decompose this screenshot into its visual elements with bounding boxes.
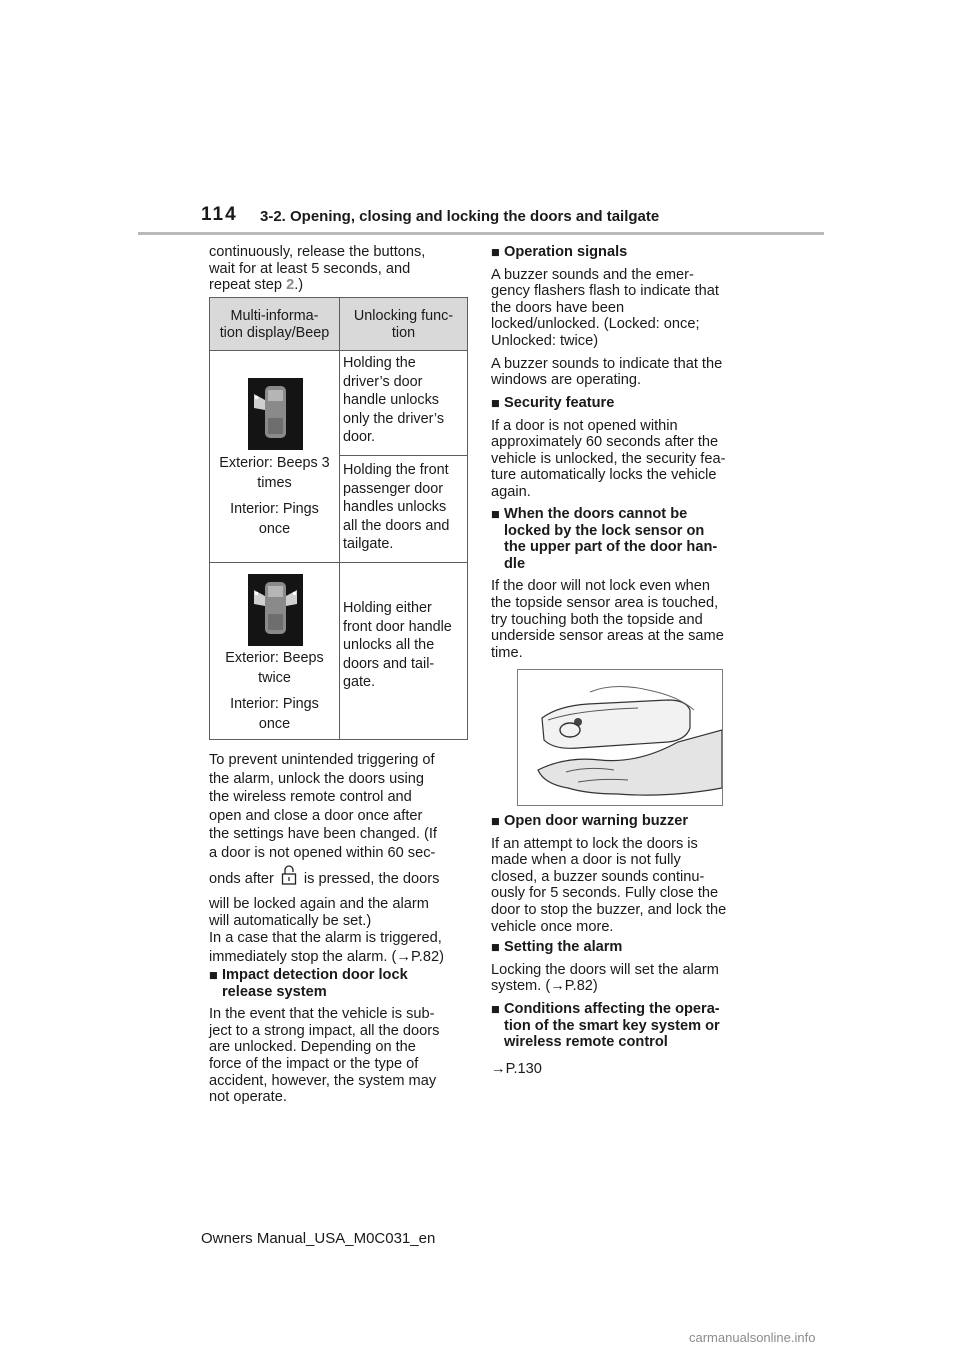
step-reference[interactable]: 2	[286, 277, 295, 294]
vehicle-doors-icon	[248, 378, 303, 450]
setting-alarm-heading	[491, 939, 753, 956]
conditions-heading	[491, 1001, 753, 1051]
function-text: front door handle	[343, 618, 452, 635]
exterior-beep-text: Exterior: Beeps	[225, 650, 324, 666]
function-text: unlocks all the	[343, 637, 435, 653]
page-number: 114	[201, 204, 238, 225]
body-line: approximately 60 seconds after the	[491, 434, 719, 451]
function-text: Holding the front	[343, 462, 449, 478]
body-line: not operate.	[209, 1089, 287, 1106]
table-row-divider	[340, 455, 467, 456]
door-handle-sensor-figure	[517, 669, 723, 806]
body-line: vehicle once more.	[491, 918, 614, 935]
header-text: tion	[391, 325, 416, 341]
function-text: only the driver’s	[343, 410, 445, 427]
function-text: handle unlocks	[343, 392, 440, 408]
table-header-unlocking-function	[340, 308, 467, 342]
page-reference-link[interactable]: P.82)	[410, 949, 444, 966]
row2-function-either	[343, 599, 467, 692]
operation-signals-section	[491, 244, 753, 389]
body-line: door to stop the buzzer, and lock the	[491, 901, 727, 918]
heading-text: tion of the smart key system or	[504, 1017, 720, 1034]
body-line: If the door will not lock even when	[491, 578, 711, 595]
body-line: gency flashers flash to indicate that	[491, 283, 719, 300]
heading-text: Security feature	[504, 395, 615, 411]
watermark: carmanualsonline.info	[689, 1330, 816, 1345]
body-text: immediately stop the alarm. (	[209, 949, 397, 966]
body-line: are unlocked. Depending on the	[209, 1039, 416, 1056]
impact-body	[209, 1006, 471, 1106]
heading-text: Impact detection door lock	[222, 967, 408, 983]
header-text: Multi-informa-	[230, 308, 319, 324]
cannot-lock-heading	[491, 506, 753, 572]
cannot-lock-section	[491, 506, 753, 661]
body-line	[209, 946, 471, 968]
vehicle-doors-icon	[248, 574, 303, 646]
square-bullet-icon: ■	[491, 396, 500, 412]
body-line: windows are operating.	[491, 372, 642, 389]
body-line: closed, a buzzer sounds continu-	[491, 868, 705, 885]
body-text: is pressed, the doors	[303, 870, 440, 887]
page-reference-link[interactable]: P.82)	[564, 978, 598, 995]
body-line: If a door is not opened within	[491, 417, 678, 434]
arrow-right-icon: →	[491, 1060, 506, 1077]
body-line: A buzzer sounds and the emer-	[491, 266, 694, 283]
body-line: vehicle is unlocked, the security fea-	[491, 450, 726, 467]
table-row-divider	[210, 562, 467, 563]
row1-function-driver	[343, 354, 467, 447]
interior-ping-text: Interior: Pings	[230, 501, 319, 517]
body-line: the settings have been changed. (If	[209, 826, 437, 843]
body-line: To prevent unintended triggering of	[209, 752, 435, 768]
exterior-beep-text: twice	[258, 670, 291, 686]
function-text: door.	[343, 429, 376, 445]
body-line: made when a door is not fully	[491, 852, 681, 869]
square-bullet-icon: ■	[491, 940, 500, 956]
body-line: the topside sensor area is touched,	[491, 594, 719, 611]
body-line: the wireless remote control and	[209, 789, 412, 806]
unlocking-function-table	[209, 297, 468, 740]
body-line: time.	[491, 644, 523, 661]
table-header-display-beep	[210, 308, 339, 342]
square-bullet-icon: ■	[491, 245, 500, 261]
intro-paragraph	[209, 244, 471, 294]
body-line: locked/unlocked. (Locked: once;	[491, 316, 700, 333]
body-line: Unlocked: twice)	[491, 332, 599, 349]
footer-manual-id: Owners Manual_USA_M0C031_en	[201, 1230, 436, 1247]
lock-icon	[274, 865, 304, 893]
page-reference-link[interactable]: P.130	[505, 1060, 542, 1077]
section-title: 3-2. Opening, closing and locking the doors and tailgate	[260, 208, 660, 225]
body-line	[491, 1061, 753, 1078]
body-line: ously for 5 seconds. Fully close the	[491, 885, 719, 902]
intro-line: continuously, release the buttons,	[209, 244, 426, 260]
impact-heading	[209, 967, 471, 1000]
square-bullet-icon: ■	[491, 1002, 500, 1018]
body-line: ject to a strong impact, all the doors	[209, 1022, 440, 1039]
body-line: Locking the doors will set the alarm	[491, 961, 719, 978]
body-line: the doors have been	[491, 299, 625, 316]
body-line: In a case that the alarm is triggered,	[209, 929, 442, 946]
body-line	[209, 865, 471, 893]
row1-function-passenger	[343, 461, 467, 554]
square-bullet-icon: ■	[491, 814, 500, 830]
setting-alarm-section	[491, 939, 753, 995]
function-text: handles unlocks	[343, 499, 447, 515]
prevent-alarm-paragraph	[209, 751, 471, 968]
interior-ping-text: once	[258, 521, 291, 537]
body-line	[491, 978, 753, 995]
body-line: a door is not opened within 60 sec-	[209, 844, 436, 861]
body-line: accident, however, the system may	[209, 1072, 437, 1089]
arrow-right-icon: →	[396, 949, 411, 966]
body-line: A buzzer sounds to indicate that the	[491, 355, 723, 372]
intro-text: .)	[294, 277, 304, 294]
interior-ping-text: Interior: Pings	[230, 696, 319, 712]
security-feature-section	[491, 395, 753, 501]
body-text: system. (	[491, 978, 551, 995]
row1-beep-description	[210, 453, 339, 539]
function-text: Holding the	[343, 355, 416, 371]
heading-text: the upper part of the door han-	[504, 539, 718, 556]
heading-text: Conditions affecting the opera-	[504, 1001, 720, 1017]
body-line: again.	[491, 483, 531, 500]
body-line: will automatically be set.)	[209, 913, 372, 930]
intro-line: wait for at least 5 seconds, and	[209, 260, 411, 277]
body-line: will be locked again and the alarm	[209, 895, 429, 912]
body-line: the alarm, unlock the doors using	[209, 770, 424, 787]
function-text: driver’s door	[343, 373, 423, 390]
exterior-beep-text: times	[257, 475, 292, 491]
body-line: force of the impact or the type of	[209, 1055, 419, 1072]
impact-section	[209, 967, 471, 1106]
header-text: tion display/Beep	[219, 325, 330, 341]
heading-text: When the doors cannot be	[504, 506, 688, 522]
security-feature-heading	[491, 395, 753, 412]
heading-text: release system	[222, 983, 327, 1000]
body-line: In the event that the vehicle is sub-	[209, 1006, 435, 1023]
body-line: underside sensor areas at the same	[491, 628, 724, 645]
row2-beep-description	[210, 648, 339, 734]
function-text: passenger door	[343, 480, 444, 497]
body-line: ture automatically locks the vehicle	[491, 467, 717, 484]
body-line: If an attempt to lock the doors is	[491, 835, 698, 852]
header-text: Unlocking func-	[353, 308, 454, 324]
body-text: onds after	[209, 870, 274, 887]
function-text: gate.	[343, 674, 376, 690]
arrow-right-icon: →	[550, 978, 565, 995]
body-line: open and close a door once after	[209, 807, 423, 824]
function-text: Holding either	[343, 600, 432, 616]
heading-text: Setting the alarm	[504, 939, 623, 955]
function-text: doors and tail-	[343, 655, 435, 672]
body-line: try touching both the topside and	[491, 611, 703, 628]
function-text: tailgate.	[343, 536, 394, 552]
table-column-divider	[339, 298, 340, 739]
square-bullet-icon: ■	[209, 968, 218, 984]
open-door-buzzer-section	[491, 813, 753, 935]
heading-text: Operation signals	[504, 244, 628, 260]
square-bullet-icon: ■	[491, 507, 500, 523]
function-text: all the doors and	[343, 517, 450, 534]
interior-ping-text: once	[258, 716, 291, 732]
header-rule	[138, 232, 824, 235]
open-door-buzzer-heading	[491, 813, 753, 830]
heading-text: locked by the lock sensor on	[504, 522, 705, 539]
intro-line	[209, 277, 471, 294]
heading-text: Open door warning buzzer	[504, 813, 689, 829]
heading-text: dle	[504, 555, 526, 572]
operation-signals-heading	[491, 244, 753, 261]
conditions-section	[491, 1001, 753, 1077]
exterior-beep-text: Exterior: Beeps 3	[219, 455, 330, 471]
heading-text: wireless remote control	[504, 1034, 668, 1051]
intro-text: repeat step	[209, 277, 287, 294]
